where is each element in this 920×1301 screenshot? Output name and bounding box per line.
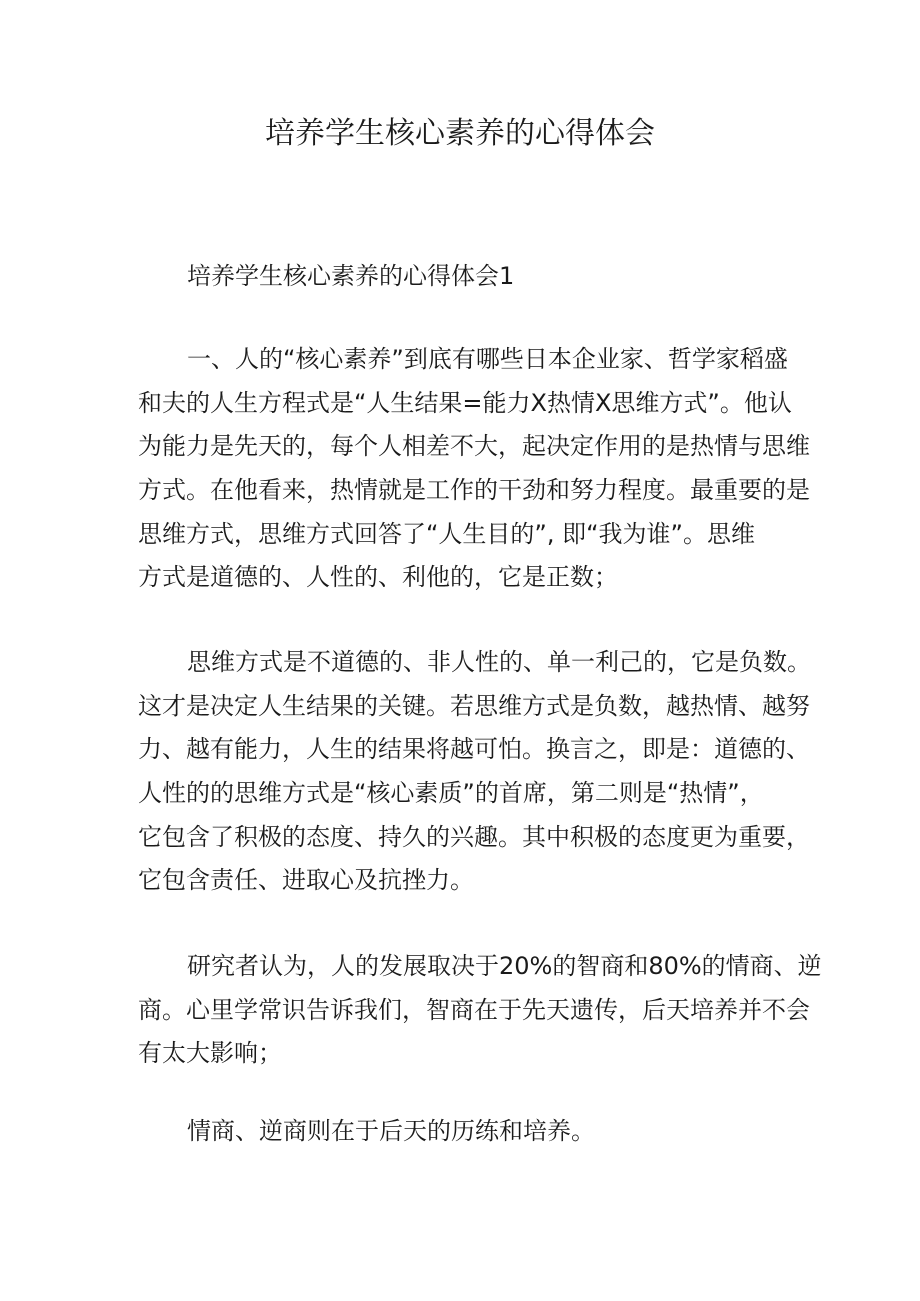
paragraph-line: 思维方式是不道德的、非人性的、单一利己的，它是负数。 <box>187 648 811 676</box>
paragraph-4 <box>138 1110 788 1154</box>
paragraph-line: 商。心里学常识告诉我们，智商在于先天遗传，后天培养并不会 <box>138 995 810 1024</box>
paragraph-line: 这才是决定人生结果的关键。若思维方式是负数，越热情、越努 <box>138 691 810 720</box>
paragraph-line: 力、越有能力，人生的结果将越可怕。换言之，即是：道德的、 <box>138 735 810 764</box>
paragraph-line: 一、人的“核心素养”到底有哪些日本企业家、哲学家稻盛 <box>187 345 788 373</box>
paragraph-line: 它包含责任、进取心及抗挫力。 <box>138 866 474 895</box>
paragraph-line: 人性的的思维方式是“核心素质”的首席，第二则是“热情”， <box>138 779 764 808</box>
paragraph-line: 研究者认为，人的发展取决于20%的智商和80%的情商、逆 <box>187 952 822 980</box>
paragraph-line: 它包含了积极的态度、持久的兴趣。其中积极的态度更为重要， <box>138 822 810 851</box>
paragraph-line: 方式是道德的、人性的、利他的，它是正数； <box>138 563 618 592</box>
paragraph-3 <box>138 945 822 1076</box>
paragraph-line: 有太大影响； <box>138 1039 282 1068</box>
paragraph-1 <box>138 338 810 600</box>
document-title: 培养学生核心素养的心得体会 <box>265 116 655 151</box>
paragraph-line: 思维方式，思维方式回答了“人生目的”, 即“我为谁”。思维 <box>138 519 755 548</box>
paragraph-line: 情商、逆商则在于后天的历练和培养。 <box>187 1117 595 1145</box>
paragraph-line: 为能力是先天的，每个人相差不大，起决定作用的是热情与思维 <box>138 432 810 461</box>
paragraph-line: 和夫的人生方程式是“人生结果=能力X热情X思维方式”。他认 <box>138 388 792 417</box>
paragraph-line: 方式。在他看来，热情就是工作的干劲和努力程度。最重要的是 <box>138 476 810 505</box>
section-subheading: 培养学生核心素养的心得体会1 <box>187 262 515 290</box>
paragraph-2 <box>138 641 811 903</box>
